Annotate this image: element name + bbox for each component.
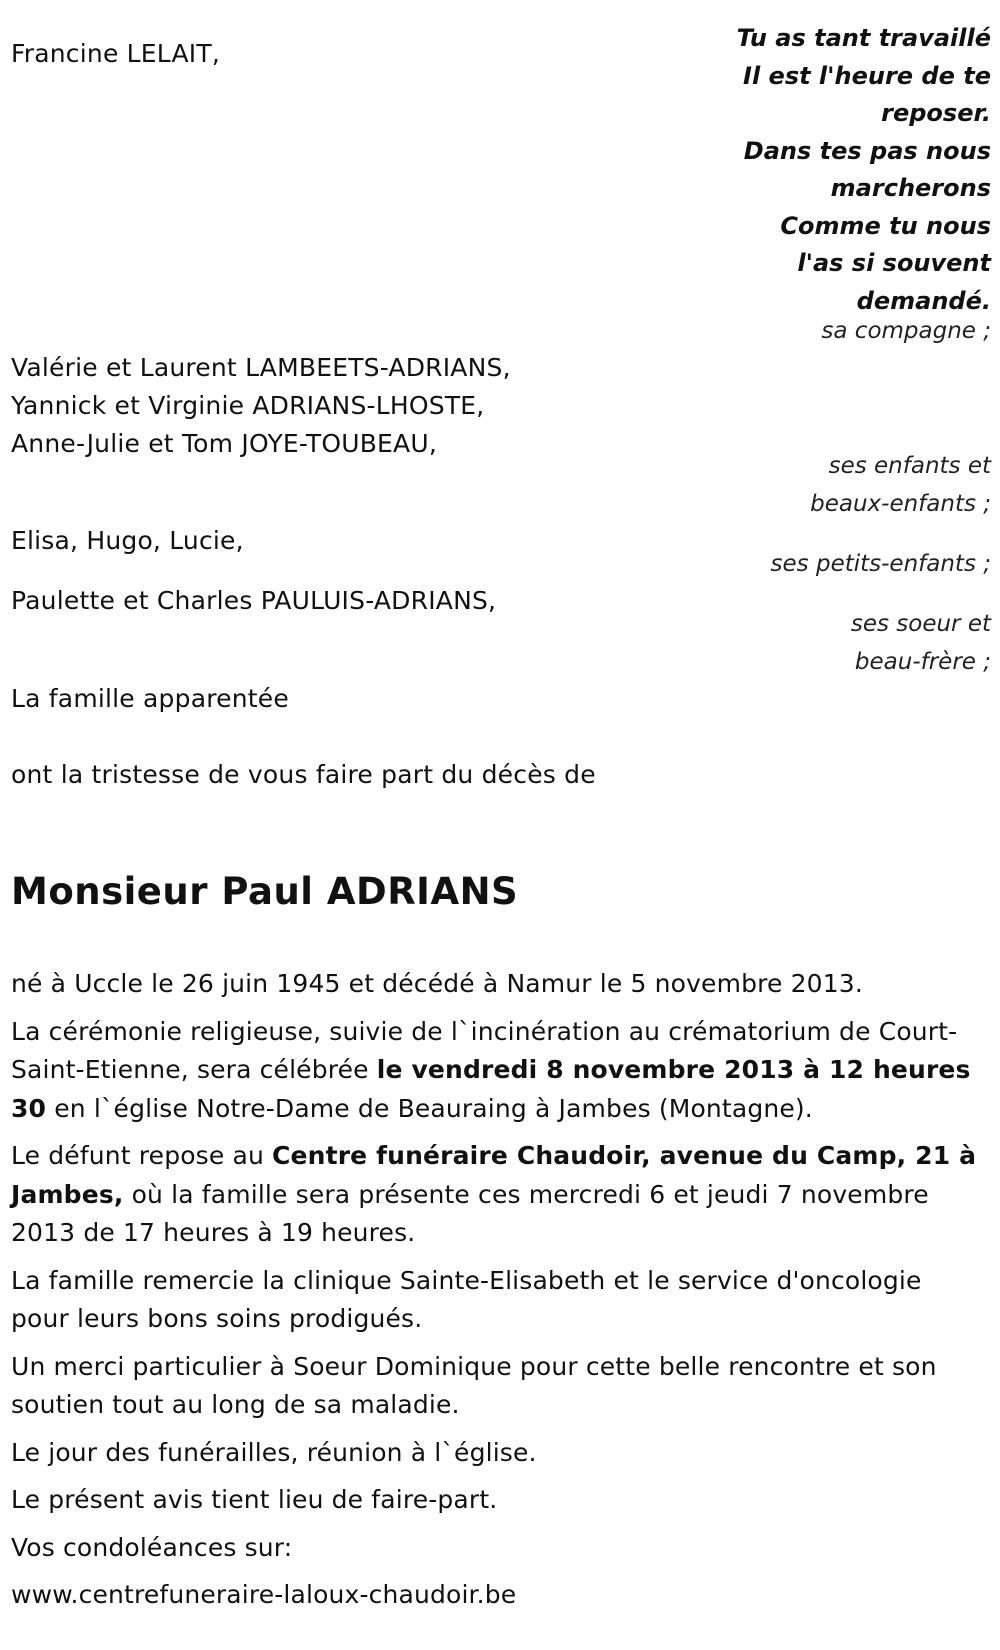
repose-suffix: où la famille sera présente ces mercredi 6 et jeudi 7 novembre 2013 de 17 heures à 19 heures. [11, 1179, 929, 1247]
ceremony-suffix: en l`église Notre-Dame de Beauraing à Jambes (Montagne). [46, 1093, 813, 1123]
repose-paragraph [11, 1137, 986, 1253]
grandchildren-role: ses petits-enfants ; [770, 551, 991, 577]
condolences-label: Vos condoléances sur: [11, 1532, 293, 1562]
companion-role: sa compagne ; [821, 318, 991, 344]
announcement-text: ont la tristesse de vous faire part du décès de [11, 760, 596, 789]
poem-line: l'as si souvent [797, 249, 991, 277]
poem-block [671, 20, 991, 320]
condolences-website: www.centrefuneraire-laloux-chaudoir.be [11, 1580, 517, 1609]
child-couple: Yannick et Virginie ADRIANS-LHOSTE, [11, 391, 485, 420]
thanks-clinic-text: La famille remercie la clinique Sainte-Elisabeth et le service d'oncologie pour leurs bons soins prodigués. [11, 1265, 922, 1333]
children-role-line-1: ses enfants et [828, 453, 991, 479]
children-role-line-2: beaux-enfants ; [810, 491, 991, 517]
poem-line: Tu as tant travaillé [736, 24, 991, 52]
sibling-names: Paulette et Charles PAULUIS-ADRIANS, [11, 586, 497, 615]
poem-line: Il est l'heure de te [743, 61, 991, 90]
companion-name: Francine LELAIT, [11, 39, 220, 68]
sibling-role-line-1: ses soeur et [850, 611, 991, 637]
grandchildren-names: Elisa, Hugo, Lucie, [11, 526, 244, 555]
poem-line: marcherons [830, 174, 991, 202]
repose-place: Centre funéraire Chaudoir, avenue du Camp, 21 à Jambes, [11, 1141, 977, 1209]
ceremony-date: le vendredi 8 novembre 2013 à 12 heures 30 [11, 1055, 971, 1123]
sibling-role-line-2: beau-frère ; [854, 649, 991, 675]
poem-line: reposer. [881, 99, 991, 127]
details-block [11, 965, 986, 1624]
related-family: La famille apparentée [11, 684, 289, 713]
poem-line: Dans tes pas nous [743, 136, 991, 165]
thanks-sister-text: Un merci particulier à Soeur Dominique pour cette belle rencontre et son soutien tout au long de sa maladie. [11, 1351, 937, 1419]
notice-text: Le présent avis tient lieu de faire-part. [11, 1485, 498, 1514]
child-couple: Valérie et Laurent LAMBEETS-ADRIANS, [11, 353, 511, 382]
deceased-name: Monsieur Paul ADRIANS [11, 870, 519, 913]
child-couple: Anne-Julie et Tom JOYE-TOUBEAU, [11, 429, 437, 458]
ceremony-paragraph [11, 1013, 986, 1129]
repose-prefix: Le défunt repose au [11, 1141, 273, 1170]
birth-death-text: né à Uccle le 26 juin 1945 et décédé à Namur le 5 novembre 2013. [11, 969, 863, 998]
poem-line: Comme tu nous [780, 211, 991, 240]
poem-line: demandé. [856, 286, 991, 315]
ceremony-prefix: La cérémonie religieuse, suivie de l`incinération au crématorium de Court-Saint-Etienne, sera célébrée [11, 1016, 958, 1084]
funeral-meeting-text: Le jour des funérailles, réunion à l`église. [11, 1437, 537, 1467]
